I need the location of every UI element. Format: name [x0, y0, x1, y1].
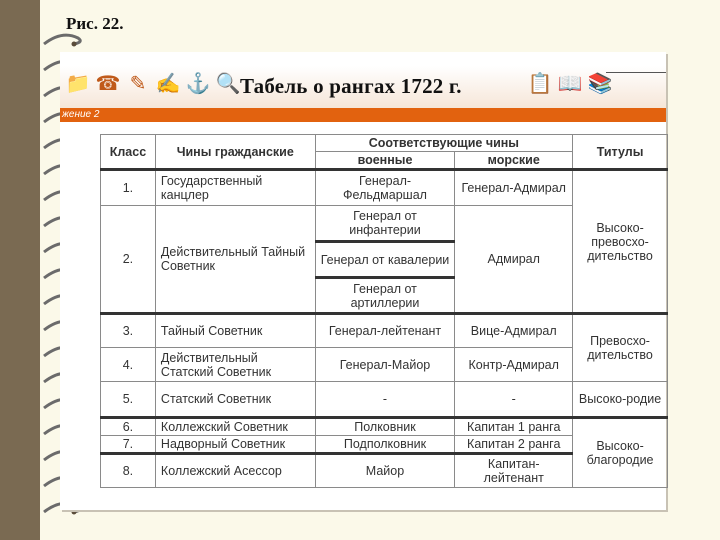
- cell-military: Генерал-Майор: [315, 348, 455, 382]
- cell-class: 3.: [101, 314, 156, 348]
- cell-title: Превосхо-дительство: [573, 314, 668, 382]
- header-military: военные: [315, 152, 455, 170]
- phone-icon: ☎: [95, 72, 121, 95]
- cell-naval: -: [455, 382, 573, 418]
- header-class: Класс: [101, 135, 156, 170]
- cell-naval: Адмирал: [455, 206, 573, 314]
- figure-caption: Рис. 22.: [66, 14, 124, 33]
- rank-table: [100, 134, 668, 488]
- pen-icon: ✎: [129, 72, 147, 95]
- cell-civil: Статский Советник: [155, 382, 315, 418]
- cell-military: Генерал от инфантерии: [315, 206, 455, 242]
- cell-title: Высоко-благородие: [573, 418, 668, 488]
- cell-civil: Надворный Советник: [155, 436, 315, 454]
- table-row: [101, 314, 668, 348]
- cell-civil: Коллежский Советник: [155, 418, 315, 436]
- cell-naval: Капитан 1 ранга: [455, 418, 573, 436]
- cell-naval: Генерал-Адмирал: [455, 170, 573, 206]
- cell-naval: Вице-Адмирал: [455, 314, 573, 348]
- table-row: [101, 382, 668, 418]
- cell-title: Высоко-родие: [573, 382, 668, 418]
- cell-civil: Коллежский Асессор: [155, 454, 315, 488]
- cell-class: 7.: [101, 436, 156, 454]
- cell-class: 5.: [101, 382, 156, 418]
- slide-title: Табель о рангах 1722 г.: [240, 74, 462, 98]
- banner: [60, 66, 666, 108]
- cell-civil: Тайный Советник: [155, 314, 315, 348]
- cell-class: 4.: [101, 348, 156, 382]
- cell-military: Генерал-лейтенант: [315, 314, 455, 348]
- cell-class: 2.: [101, 206, 156, 314]
- icon-strip-right: [528, 68, 612, 98]
- writing-icon: ✍: [155, 72, 181, 95]
- header-civil: Чины гражданские: [155, 135, 315, 170]
- cell-military: Генерал от кавалерии: [315, 242, 455, 278]
- header-corresponding: Соответствующие чины: [315, 135, 572, 152]
- cell-naval: Капитан-лейтенант: [455, 454, 573, 488]
- cell-military: Полковник: [315, 418, 455, 436]
- header-naval: морские: [455, 152, 573, 170]
- section-bar: [60, 108, 666, 122]
- table-row: [101, 170, 668, 206]
- cell-naval: Контр-Адмирал: [455, 348, 573, 382]
- magnifier-icon: 🔍: [215, 72, 241, 95]
- section-label: жение 2: [62, 109, 100, 120]
- cell-civil: Действительный Статский Советник: [155, 348, 315, 382]
- cell-class: 6.: [101, 418, 156, 436]
- book-icon: 📖: [557, 72, 583, 95]
- clipboard-icon: 📋: [527, 72, 553, 95]
- cell-military: Майор: [315, 454, 455, 488]
- cell-class: 8.: [101, 454, 156, 488]
- slide: [60, 52, 666, 510]
- cell-military: Подполковник: [315, 436, 455, 454]
- table-row: [101, 418, 668, 436]
- header-titles: Титулы: [573, 135, 668, 170]
- cell-military: Генерал-Фельдмаршал: [315, 170, 455, 206]
- cell-military: -: [315, 382, 455, 418]
- cell-title: Высоко-превосхо-дительство: [573, 170, 668, 314]
- cell-class: 1.: [101, 170, 156, 206]
- cell-civil: Действительный Тайный Советник: [155, 206, 315, 314]
- cell-military: Генерал от артиллерии: [315, 278, 455, 314]
- cell-naval: Капитан 2 ранга: [455, 436, 573, 454]
- books-icon: 📚: [587, 72, 613, 95]
- divider: [606, 72, 666, 73]
- icon-strip: [66, 68, 240, 98]
- anchor-icon: ⚓: [185, 72, 211, 95]
- folder-icon: 📁: [65, 72, 91, 95]
- cell-civil: Государственный канцлер: [155, 170, 315, 206]
